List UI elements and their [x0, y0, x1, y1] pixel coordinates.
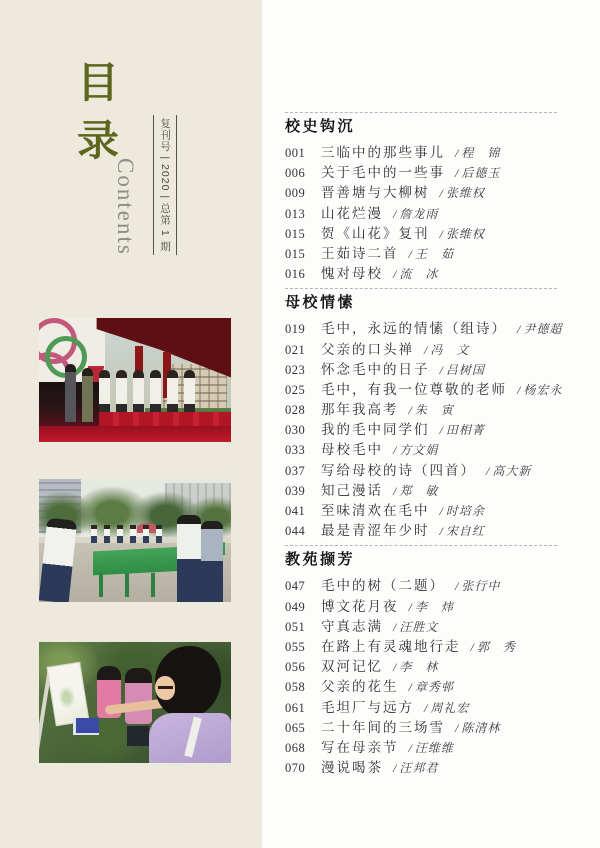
entry-title: 毛中，永远的情愫（组诗） — [321, 321, 507, 337]
entry-author: 王 茹 — [414, 246, 454, 261]
toc-entry — [285, 183, 557, 203]
entry-page-number: 023 — [285, 362, 306, 377]
table-tennis-photo — [39, 479, 231, 602]
entry-page-number: 030 — [285, 423, 306, 438]
entry-page-number: 065 — [285, 720, 306, 735]
entry-author: 詹龙雨 — [399, 206, 439, 221]
entry-page-number: 039 — [285, 483, 306, 498]
entry-author: 章秀邨 — [414, 680, 454, 695]
entry-author: 程 锦 — [461, 146, 501, 160]
entry-separator: / — [455, 720, 459, 735]
toc-entry — [285, 576, 557, 596]
entry-author: 陈清林 — [461, 720, 501, 735]
entry-page-number: 044 — [285, 524, 306, 539]
entry-page-number: 041 — [285, 504, 306, 518]
toc-entry — [285, 481, 557, 501]
entry-separator: / — [517, 322, 521, 337]
entry-page-number: 013 — [285, 206, 306, 221]
entry-author: 后德玉 — [461, 166, 501, 181]
entry-page-number: 058 — [285, 680, 306, 695]
entry-page-number: 033 — [285, 443, 306, 458]
entry-title: 父亲的花生 — [321, 679, 399, 695]
entry-separator: / — [455, 579, 459, 594]
entry-page-number: 051 — [285, 619, 306, 634]
entry-author: 吕树国 — [445, 362, 485, 377]
entry-title: 毛坦厂与远方 — [321, 699, 414, 715]
entry-title: 知己漫话 — [321, 482, 383, 498]
entry-author: 方文娟 — [399, 443, 439, 458]
painting-student-shape — [125, 668, 152, 724]
section-title: 教苑撷芳 — [285, 551, 356, 569]
toc-section — [285, 112, 557, 284]
stool-shape — [127, 726, 149, 746]
entry-title: 写给母校的诗（四首） — [321, 462, 476, 478]
entry-title: 二十年间的三场雪 — [321, 719, 445, 735]
entry-separator: / — [439, 362, 443, 377]
pingpong-person-shape — [143, 525, 149, 543]
toc-entry — [285, 597, 557, 617]
entry-author: 周礼宏 — [430, 700, 470, 715]
entry-page-number: 049 — [285, 599, 306, 614]
entry-title: 写在母亲节 — [321, 739, 399, 755]
entry-page-number: 015 — [285, 246, 306, 261]
entry-title: 至味清欢在毛中 — [321, 503, 430, 518]
entry-title: 我的毛中同学们 — [321, 422, 430, 438]
entry-page-number: 037 — [285, 463, 306, 478]
entry-separator: / — [439, 423, 443, 438]
entry-title: 最是青涩年少时 — [321, 523, 430, 539]
entry-separator: / — [393, 761, 397, 776]
entry-title: 父亲的口头禅 — [321, 341, 414, 357]
pingpong-crowd-row — [91, 525, 162, 543]
entry-author: 田相菁 — [445, 423, 485, 438]
toc-entry — [285, 244, 557, 264]
toc-entry — [285, 657, 557, 677]
entry-separator: / — [439, 186, 443, 201]
entry-author: 郑 敏 — [399, 483, 439, 498]
entry-title: 关于毛中的一些事 — [321, 165, 445, 181]
pingpong-person-shape — [156, 525, 162, 543]
toc-entry — [285, 461, 557, 481]
entry-author: 高大新 — [492, 463, 532, 478]
entry-author: 时培余 — [445, 504, 485, 518]
entry-separator: / — [470, 639, 474, 654]
entry-separator: / — [486, 463, 490, 478]
entry-title: 怀念毛中的日子 — [321, 361, 430, 377]
entry-separator: / — [439, 504, 443, 518]
entry-author: 汪胜文 — [399, 619, 439, 634]
toc-section — [285, 288, 563, 541]
entry-page-number: 028 — [285, 403, 306, 418]
toc-entry — [285, 163, 557, 183]
entry-author: 张行中 — [461, 579, 501, 594]
toc-entry — [285, 758, 557, 778]
toc-entry — [285, 501, 557, 521]
toc-entry — [285, 224, 557, 244]
ceremony-person-shape — [82, 368, 93, 422]
entry-page-number: 055 — [285, 639, 306, 654]
entry-title: 毛中的树（二题） — [321, 578, 445, 594]
toc-entry — [285, 698, 557, 718]
entry-author: 李 林 — [399, 660, 439, 675]
toc-entry — [285, 360, 557, 380]
entry-title: 毛中，有我一位尊敬的老师 — [321, 381, 507, 397]
ceremony-carpet-shape — [39, 426, 231, 442]
entry-separator: / — [393, 483, 397, 498]
pingpong-person-shape — [117, 525, 123, 543]
entry-author: 郭 秀 — [476, 639, 516, 654]
entry-title: 母校毛中 — [321, 442, 383, 458]
toc-entry — [285, 340, 557, 360]
entry-separator: / — [408, 246, 412, 261]
toc-entry — [285, 264, 557, 284]
toc-entry — [285, 677, 557, 697]
ceremony-person-shape — [65, 364, 76, 422]
entry-title: 贺《山花》复刊 — [321, 225, 430, 241]
toc-entry — [285, 440, 557, 460]
entry-separator: / — [455, 146, 459, 160]
entry-page-number: 009 — [285, 186, 306, 201]
toc-section — [285, 545, 557, 778]
entry-separator: / — [424, 700, 428, 715]
entry-title: 三临中的那些事儿 — [321, 145, 445, 160]
entry-title: 晋善塘与大柳树 — [321, 185, 430, 201]
pingpong-table-shape — [93, 547, 185, 576]
entry-page-number: 056 — [285, 660, 306, 675]
entry-page-number: 015 — [285, 226, 306, 241]
pingpong-person-shape — [130, 525, 136, 543]
entry-separator: / — [455, 166, 459, 181]
entry-author: 冯 文 — [430, 342, 470, 357]
entry-author: 杨宏永 — [523, 382, 563, 397]
toc-entry — [285, 738, 557, 758]
pingpong-person-shape — [104, 525, 110, 543]
toc-entry — [285, 204, 557, 224]
entry-title: 博文花月夜 — [321, 598, 399, 614]
contents-english-label: Contents — [113, 158, 138, 256]
pingpong-player-shape — [201, 521, 223, 602]
entry-page-number: 070 — [285, 761, 306, 776]
entry-page-number: 025 — [285, 382, 306, 397]
entry-page-number: 016 — [285, 267, 306, 282]
entry-title: 山花烂漫 — [321, 205, 383, 221]
glasses-shape — [158, 686, 173, 689]
entry-author: 张维权 — [445, 226, 485, 241]
entry-separator: / — [517, 382, 521, 397]
entry-page-number: 006 — [285, 166, 306, 181]
entry-separator: / — [424, 342, 428, 357]
entry-author: 李 炜 — [414, 599, 454, 614]
entry-title: 双河记忆 — [321, 659, 383, 675]
left-panel — [0, 0, 262, 848]
entry-author: 汪邦君 — [399, 761, 439, 776]
pingpong-person-shape — [91, 525, 97, 543]
toc-entry — [285, 400, 557, 420]
entry-author: 汪维维 — [414, 740, 454, 755]
toc-list — [285, 112, 563, 782]
section-title: 校史钩沉 — [285, 118, 356, 135]
toc-entry — [285, 319, 563, 339]
entry-author: 朱 寅 — [414, 403, 454, 418]
entry-page-number: 021 — [285, 342, 306, 357]
entry-title: 愧对母校 — [321, 266, 383, 282]
paint-box-shape — [73, 718, 99, 735]
entry-title: 王茹诗二首 — [321, 245, 399, 261]
entry-page-number: 061 — [285, 700, 306, 715]
entry-separator: / — [393, 660, 397, 675]
toc-entry — [285, 521, 557, 541]
entry-title: 那年我高考 — [321, 402, 399, 418]
entry-separator: / — [393, 443, 397, 458]
entry-title: 守真志满 — [321, 618, 383, 634]
entry-page-number: 068 — [285, 740, 306, 755]
entry-separator: / — [408, 680, 412, 695]
issue-info: 复刊号 | 2020 | 总第 1 期 — [153, 115, 177, 255]
toc-entry — [285, 637, 557, 657]
entry-title: 漫说喝茶 — [321, 760, 383, 776]
toc-entry — [285, 617, 557, 637]
entry-page-number: 019 — [285, 322, 306, 337]
entry-separator: / — [408, 599, 412, 614]
entry-author: 流 冰 — [399, 267, 439, 282]
entry-separator: / — [393, 206, 397, 221]
entry-separator: / — [439, 226, 443, 241]
entry-separator: / — [439, 524, 443, 539]
pingpong-table-legs-shape — [99, 573, 181, 597]
toc-entry — [285, 718, 557, 738]
toc-entry — [285, 143, 557, 163]
page-title: 目录 — [71, 60, 117, 176]
entry-page-number: 001 — [285, 146, 306, 160]
entry-author: 张维权 — [445, 186, 485, 201]
entry-separator: / — [393, 267, 397, 282]
entry-page-number: 047 — [285, 579, 306, 594]
ceremony-photo — [39, 318, 231, 442]
entry-separator: / — [408, 403, 412, 418]
outdoor-painting-photo — [39, 642, 231, 763]
entry-author: 尹德超 — [523, 322, 563, 337]
pingpong-player-shape — [177, 515, 201, 602]
entry-separator: / — [393, 619, 397, 634]
entry-separator: / — [408, 740, 412, 755]
toc-entry — [285, 420, 557, 440]
section-title: 母校情愫 — [285, 294, 356, 312]
entry-title: 在路上有灵魂地行走 — [321, 638, 461, 654]
toc-entry — [285, 380, 563, 400]
entry-author: 宋自红 — [445, 524, 485, 539]
